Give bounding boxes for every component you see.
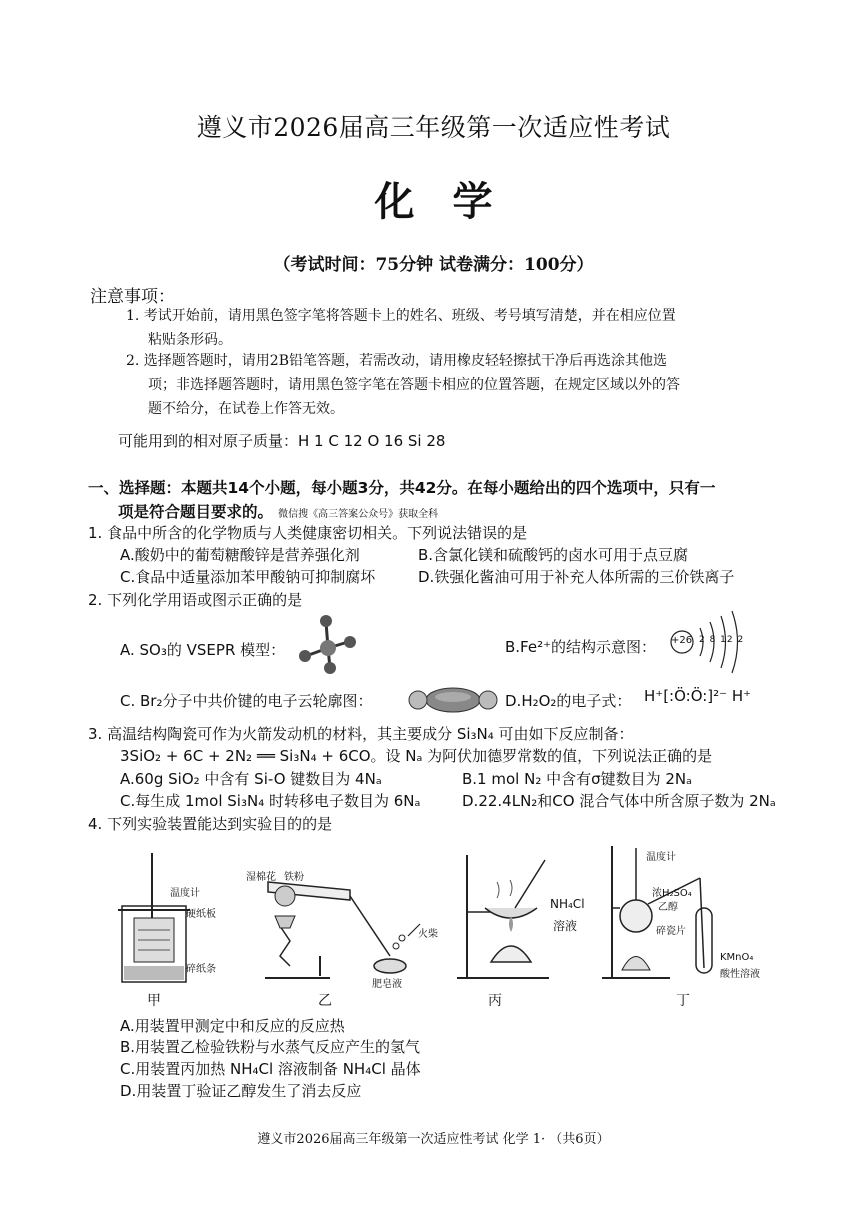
q3-option-a: A.60g SiO₂ 中含有 Si-O 键数目为 4Nₐ (120, 770, 382, 788)
label-kmno4: KMnO₄ (720, 952, 754, 963)
label-cotton: 湿棉花 (246, 872, 276, 883)
q1-option-b: B.含氯化镁和硫酸钙的卤水可用于点豆腐 (418, 546, 689, 564)
label-soap: 肥皂液 (372, 979, 402, 990)
label-thermometer2: 温度计 (646, 852, 676, 863)
label-nh4cl: NH₄Cl (550, 897, 585, 911)
h2o2-electron-formula: H⁺[:Ö:Ö:]²⁻ H⁺ (644, 687, 752, 705)
q2-stem: 2. 下列化学用语或图示正确的是 (88, 591, 303, 609)
section-heading: 一、选择题：本题共14个小题，每小题3分，共42分。在每小题给出的四个选项中，只有一 (88, 479, 716, 497)
q4-stem: 4. 下列实验装置能达到实验目的的是 (88, 815, 333, 833)
subject-title: 化学 (374, 178, 531, 225)
q3-option-d: D.22.4LN₂和CO 混合气体中所含原子数为 2Nₐ (462, 792, 776, 810)
fe-structure-diagram (666, 606, 756, 676)
label-iron-powder: 铁粉 (284, 872, 304, 883)
notice-line: 1. 考试开始前，请用黑色签字笔将答题卡上的姓名、班级、考号填写清楚，并在相应位置 (126, 308, 676, 324)
notice-heading: 注意事项： (90, 287, 175, 307)
label-paper-strips: 碎纸条 (186, 964, 216, 975)
label-porcelain: 碎瓷片 (656, 926, 686, 937)
apparatus-bing-diagram (455, 850, 555, 985)
label-thermometer: 温度计 (170, 888, 200, 899)
exam-title: 遵义市2026届高三年级第一次适应性考试 (196, 113, 671, 142)
label-bing: 丙 (488, 993, 502, 1009)
section-heading-cont: 项是符合题目要求的。 (118, 503, 274, 521)
label-acidic: 酸性溶液 (720, 969, 760, 980)
notice-line: 2. 选择题答题时，请用2B铅笔答题，若需改动，请用橡皮轻轻擦拭干净后再选涂其他选 (126, 353, 668, 369)
q4-option-d: D.用装置丁验证乙醇发生了消去反应 (120, 1082, 362, 1100)
exam-time-info: （考试时间：75分钟 试卷满分：100分） (273, 255, 594, 275)
q3-stem-line1: 3. 高温结构陶瓷可作为火箭发动机的材料，其主要成分 Si₃N₄ 可由如下反应制备： (88, 725, 634, 743)
q1-stem: 1. 食品中所含的化学物质与人类健康密切相关。下列说法错误的是 (88, 524, 528, 542)
vsepr-model-diagram (296, 612, 366, 674)
label-yi: 乙 (318, 993, 332, 1009)
q4-option-a: A.用装置甲测定中和反应的反应热 (120, 1017, 345, 1035)
section-heading-line2 (118, 500, 438, 522)
apparatus-yi-diagram (250, 866, 430, 986)
label-cardboard: 硬纸板 (186, 909, 216, 920)
shell-electrons: 2 8 12 2 (699, 635, 745, 645)
notice-line: 题不给分，在试卷上作答无效。 (148, 401, 344, 417)
notice-line: 粘贴条形码。 (148, 332, 232, 348)
label-jia: 甲 (147, 993, 161, 1009)
q2-option-a: A. SO₃的 VSEPR 模型： (120, 641, 286, 659)
q3-option-c: C.每生成 1mol Si₃N₄ 时转移电子数目为 6Nₐ (120, 792, 421, 810)
q1-option-a: A.酸奶中的葡萄糖酸锌是营养强化剂 (120, 546, 360, 564)
q3-option-b: B.1 mol N₂ 中含有σ键数目为 2Nₐ (462, 770, 693, 788)
q3-stem-line2: 3SiO₂ + 6C + 2N₂ ══ Si₃N₄ + 6CO。设 Nₐ 为阿伏加德罗常数的值，下列说法正确的是 (120, 747, 713, 765)
atomic-masses: 可能用到的相对原子质量：H 1 C 12 O 16 Si 28 (118, 432, 446, 450)
notice-line: 项；非选择题答题时，请用黑色签字笔在答题卡相应的位置答题，在规定区域以外的答 (148, 377, 680, 393)
q2-option-c: C. Br₂分子中共价键的电子云轮廓图： (120, 692, 373, 710)
page-footer: 遵义市2026届高三年级第一次适应性考试 化学 1· （共6页） (257, 1132, 610, 1147)
q1-option-c: C.食品中适量添加苯甲酸钠可抑制腐坏 (120, 568, 376, 586)
label-h2so4: 浓H₂SO₄ (652, 888, 692, 899)
q2-option-d: D.H₂O₂的电子式： (505, 692, 632, 710)
q4-option-c: C.用装置丙加热 NH₄Cl 溶液制备 NH₄Cl 晶体 (120, 1060, 421, 1078)
electron-cloud-diagram (408, 683, 498, 717)
q4-option-b: B.用装置乙检验铁粉与水蒸气反应产生的氢气 (120, 1038, 421, 1056)
label-ding: 丁 (676, 993, 690, 1009)
nucleus-charge: +26 (671, 635, 693, 646)
section-note: 微信搜《高三答案公众号》获取全科 (278, 509, 439, 520)
q2-option-b: B.Fe²⁺的结构示意图： (505, 638, 657, 656)
label-solution: 溶液 (553, 919, 578, 933)
q1-option-d: D.铁强化酱油可用于补充人体所需的三价铁离子 (418, 568, 735, 586)
label-ethanol: 乙醇 (658, 902, 678, 913)
label-match: 火柴 (418, 929, 438, 940)
